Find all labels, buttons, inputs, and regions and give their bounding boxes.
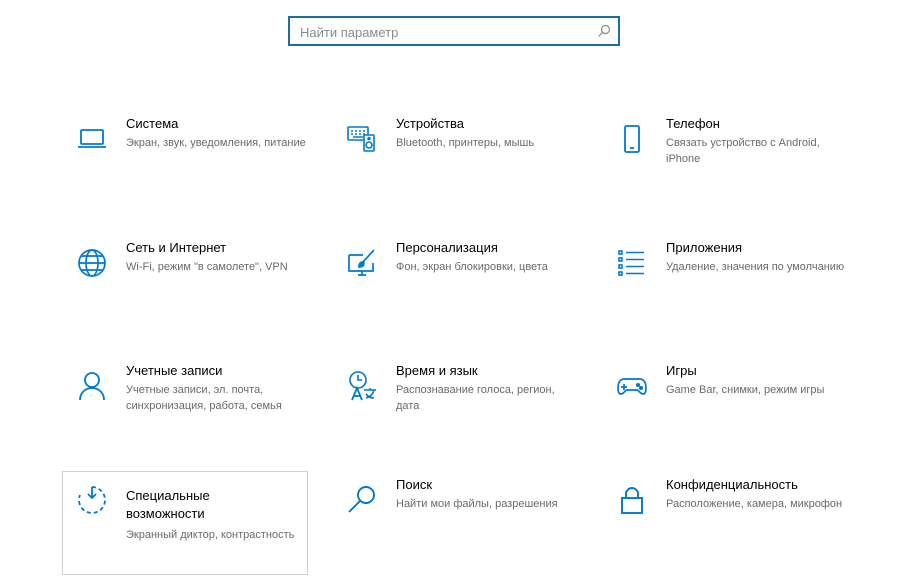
tile-description: Связать устройство с Android, iPhone bbox=[666, 137, 820, 165]
tile-description: Расположение, камера, микрофон bbox=[666, 498, 843, 510]
tile-phone[interactable] bbox=[602, 110, 848, 214]
tile-privacy[interactable] bbox=[602, 471, 848, 575]
tile-title: Поиск bbox=[396, 477, 433, 492]
tile-title: Специальные возможности bbox=[126, 488, 210, 521]
tile-time-language[interactable] bbox=[332, 357, 578, 461]
search-box[interactable] bbox=[288, 16, 620, 46]
tile-personalization[interactable] bbox=[332, 234, 578, 338]
tile-devices[interactable] bbox=[332, 110, 578, 214]
tile-title: Телефон bbox=[666, 116, 720, 131]
lock-icon bbox=[616, 484, 648, 516]
tile-title: Учетные записи bbox=[126, 363, 223, 378]
tile-title: Сеть и Интернет bbox=[126, 240, 227, 255]
tile-title: Устройства bbox=[396, 116, 465, 131]
search-icon[interactable] bbox=[597, 24, 611, 38]
tile-description: Game Bar, снимки, режим игры bbox=[666, 384, 825, 396]
tile-apps[interactable] bbox=[602, 234, 848, 338]
tile-accessibility[interactable] bbox=[62, 471, 308, 575]
tile-title: Время и язык bbox=[396, 363, 478, 378]
tile-system[interactable] bbox=[62, 110, 308, 214]
phone-icon bbox=[616, 123, 648, 155]
tile-title: Система bbox=[126, 116, 179, 131]
paint-brush-icon bbox=[346, 247, 378, 279]
laptop-icon bbox=[76, 123, 108, 155]
tile-description: Найти мои файлы, разрешения bbox=[396, 498, 558, 510]
gamepad-icon bbox=[616, 370, 648, 402]
tile-description: Bluetooth, принтеры, мышь bbox=[396, 137, 535, 149]
tile-gaming[interactable] bbox=[602, 357, 848, 461]
tile-title: Игры bbox=[666, 363, 697, 378]
tile-description: Экран, звук, уведомления, питание bbox=[126, 137, 306, 149]
tile-description: Экранный диктор, контрастность bbox=[126, 529, 295, 541]
time-language-icon bbox=[346, 370, 378, 402]
tile-title: Персонализация bbox=[396, 240, 498, 255]
accessibility-timer-icon bbox=[76, 484, 108, 516]
tile-description: Фон, экран блокировки, цвета bbox=[396, 261, 548, 273]
tile-description: Распознавание голоса, регион, дата bbox=[396, 384, 555, 412]
tile-description: Wi-Fi, режим "в самолете", VPN bbox=[126, 261, 288, 273]
keyboard-speaker-icon bbox=[346, 123, 378, 155]
tile-title: Приложения bbox=[666, 240, 743, 255]
app-list-icon bbox=[616, 247, 648, 279]
tile-network[interactable] bbox=[62, 234, 308, 338]
tile-title: Конфиденциальность bbox=[666, 477, 798, 492]
tile-accounts[interactable] bbox=[62, 357, 308, 461]
globe-icon bbox=[76, 247, 108, 279]
search-input[interactable] bbox=[300, 22, 590, 42]
person-icon bbox=[76, 370, 108, 402]
tile-description: Учетные записи, эл. почта, синхронизация, работа, семья bbox=[126, 384, 282, 412]
tile-description: Удаление, значения по умолчанию bbox=[666, 261, 845, 273]
tile-search[interactable] bbox=[332, 471, 578, 575]
magnifier-icon bbox=[346, 484, 378, 516]
